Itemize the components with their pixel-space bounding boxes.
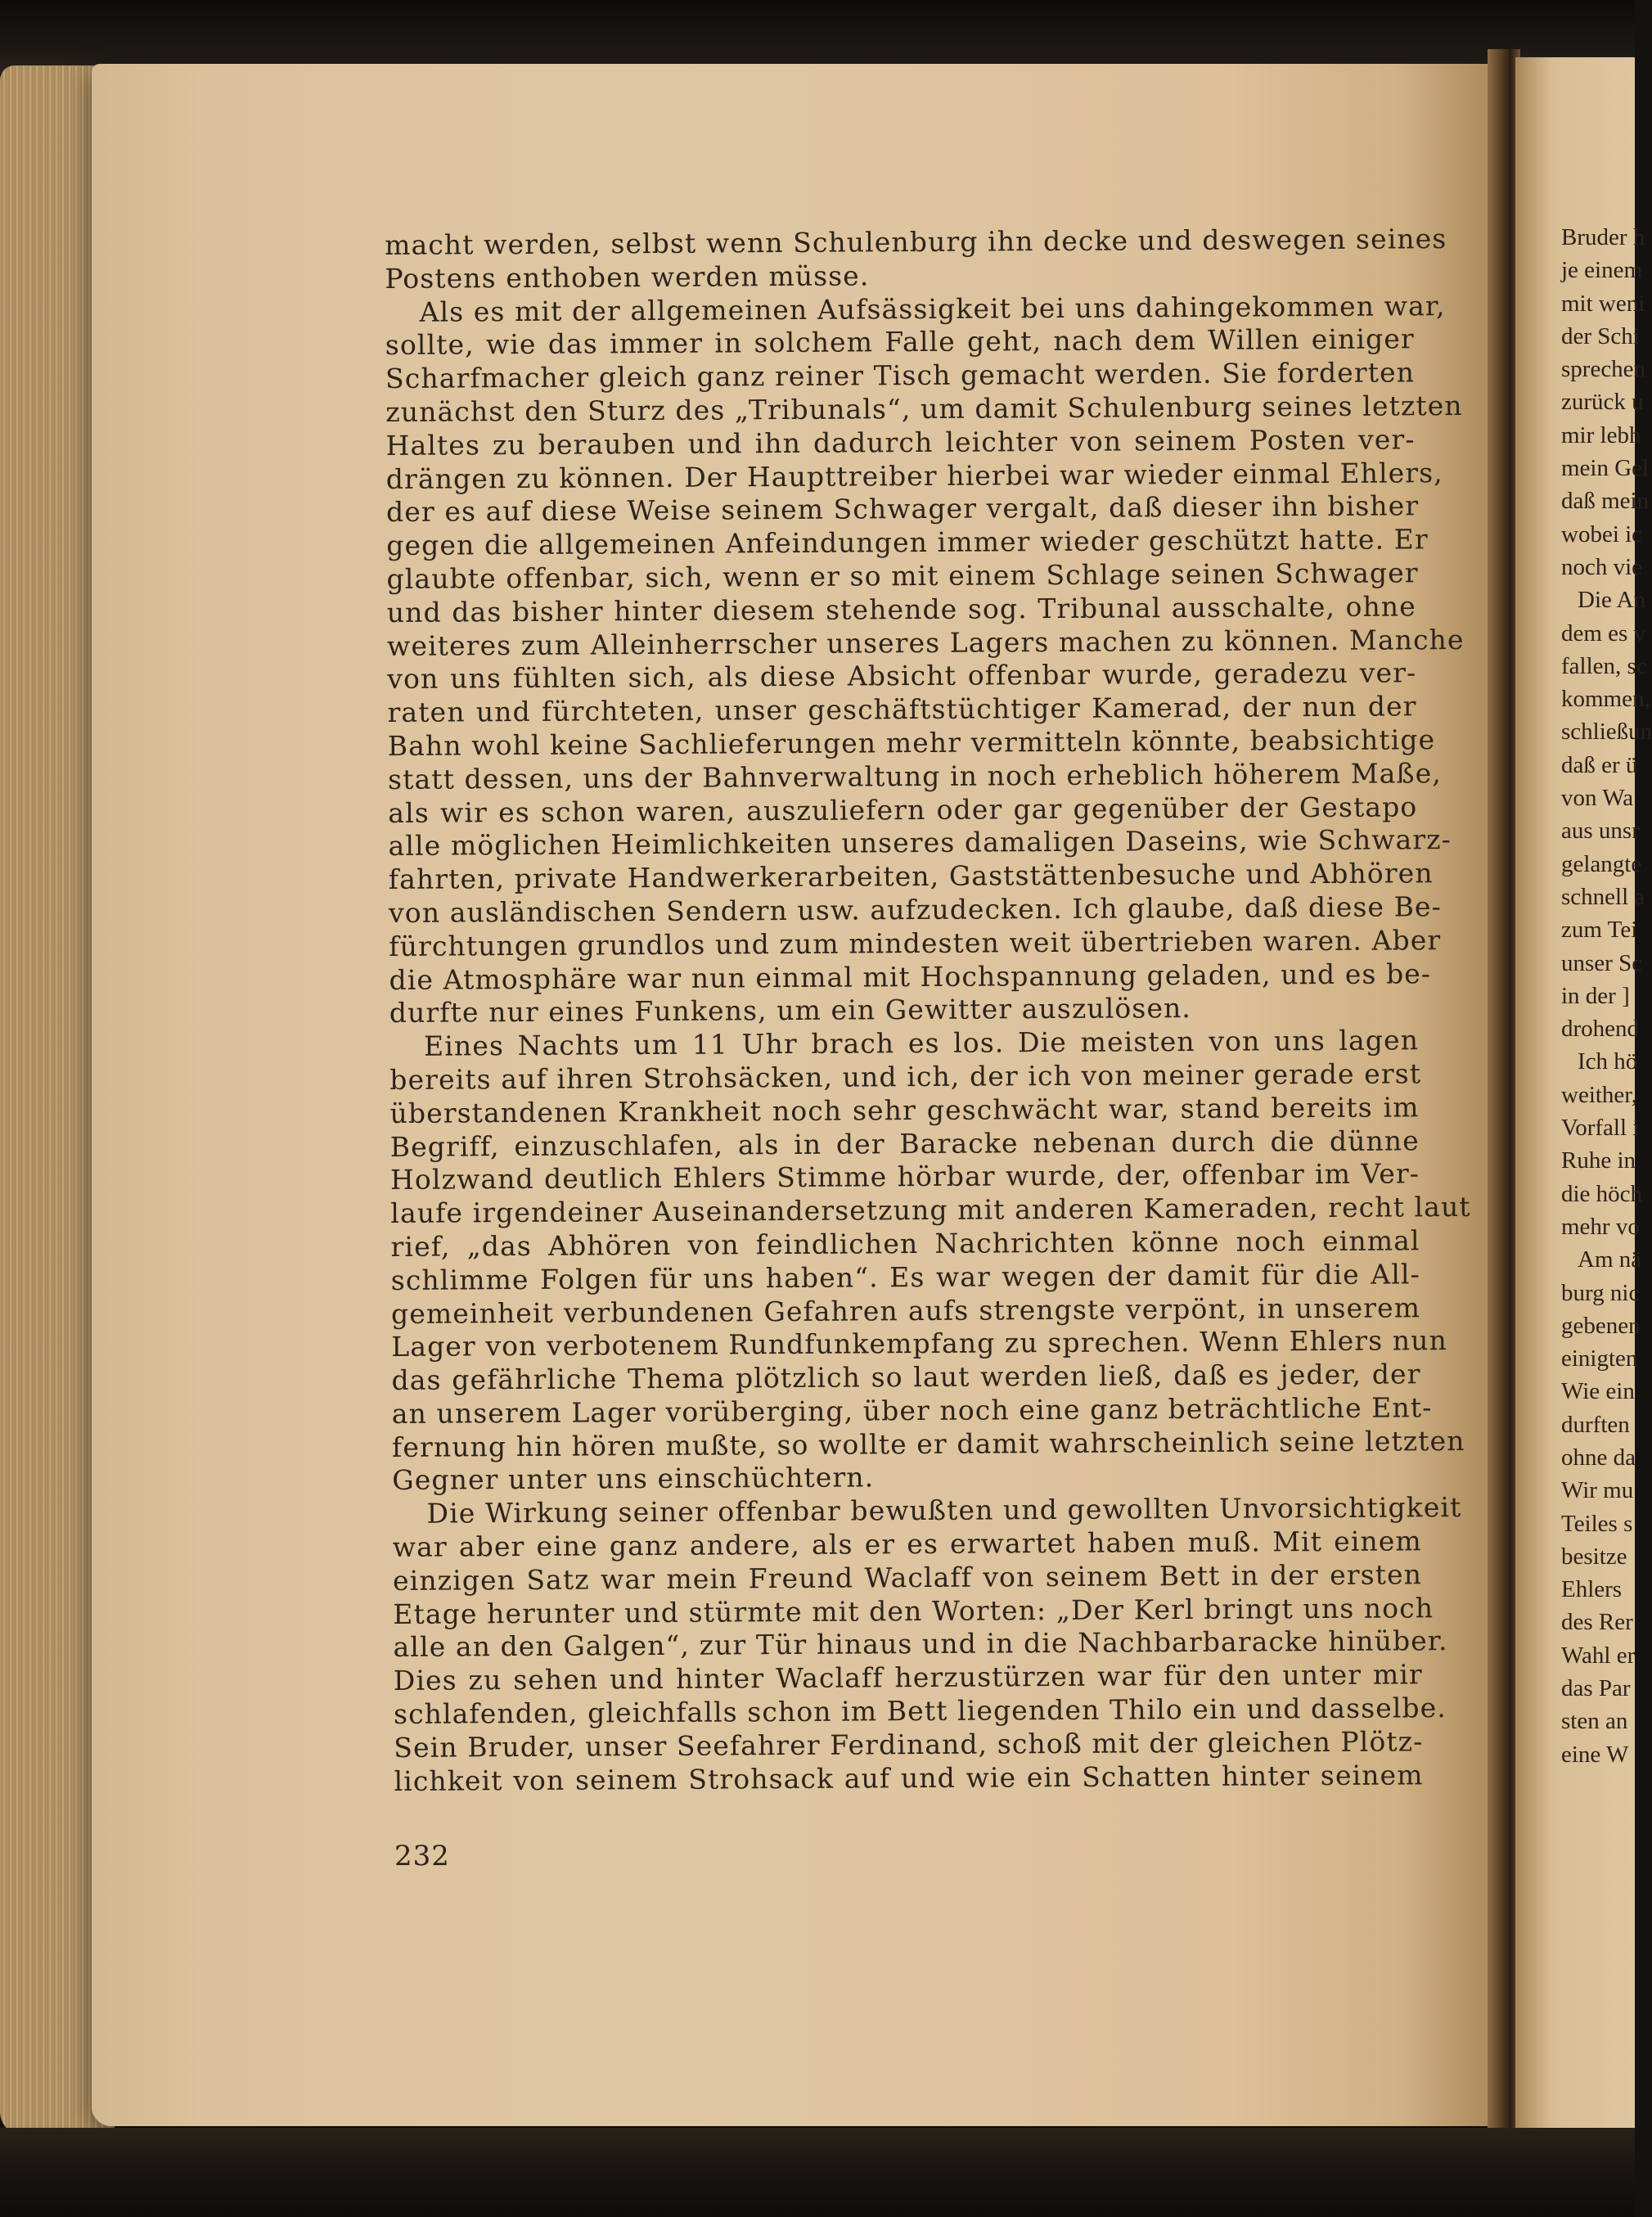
next-page-line: weither, [1561, 1081, 1638, 1108]
text-line: laufe irgendeiner Auseinandersetzung mit anderen Kameraden, recht laut [390, 1191, 1471, 1230]
next-page-line: noch vie [1561, 553, 1643, 580]
text-line: durfte nur eines Funkens, um ein Gewitter auszulösen. [389, 992, 1192, 1030]
next-page-line: ohne da [1561, 1444, 1636, 1471]
next-page-line: sten an [1561, 1708, 1628, 1735]
text-line: gemeinheit verbundenen Gefahren aufs strengste verpönt, in unserem [390, 1291, 1421, 1330]
next-page-line: eine W [1561, 1741, 1629, 1768]
next-page-text [1561, 221, 1652, 1771]
text-line: Haltes zu berauben und ihn dadurch leichter von seinem Posten ver- [385, 423, 1416, 462]
text-line: Die Wirkung seiner offenbar bewußten und gewollten Unvorsichtigkeit [426, 1491, 1462, 1530]
text-line: rief, „das Abhören von feindlichen Nachrichten könne noch einmal [390, 1224, 1420, 1263]
next-page-line: Teiles s [1561, 1510, 1633, 1537]
next-page-line: zurück u [1561, 389, 1644, 416]
next-page-line: Ehlers [1561, 1576, 1623, 1603]
text-line: einzigen Satz war mein Freund Waclaff von seinem Bett in der ersten [392, 1558, 1423, 1597]
next-page-line: Wie ein [1561, 1378, 1635, 1405]
text-line: Lager von verbotenem Rundfunkempfang zu sprechen. Wenn Ehlers nun [391, 1324, 1448, 1363]
next-page-line: das Par [1561, 1675, 1631, 1702]
text-line: überstandenen Krankheit noch sehr geschwächt war, stand bereits im [389, 1091, 1420, 1129]
main-text-body [385, 223, 1471, 1798]
text-line: Sein Bruder, unser Seefahrer Ferdinand, schoß mit der gleichen Plötz- [394, 1725, 1424, 1764]
text-line: Begriff, einzuschlafen, als in der Baracke nebenan durch die dünne [389, 1124, 1420, 1163]
next-page-line: gebenen [1561, 1312, 1641, 1339]
next-page-line: Wir mu [1561, 1477, 1634, 1504]
next-page-line: einigten [1561, 1345, 1638, 1372]
next-page-line: Ruhe in [1561, 1147, 1636, 1174]
next-page-line: schließun [1561, 719, 1652, 746]
text-line: von ausländischen Sendern usw. aufzudecken. Ich glaube, daß diese Be- [388, 890, 1442, 929]
text-line: Als es mit der allgemeinen Aufsässigkeit bei uns dahingekommen war, [419, 289, 1446, 328]
next-page-line: unser Sc [1561, 949, 1643, 976]
next-page-line: besitze [1561, 1543, 1627, 1570]
text-line: gegen die allgemeinen Anfeindungen immer wieder geschützt hatte. Er [386, 523, 1429, 562]
next-page-line: dem es v [1561, 620, 1646, 647]
text-line: Gegner unter uns einschüchtern. [392, 1461, 875, 1497]
text-line: das gefährliche Thema plötzlich so laut werden ließ, daß es jeder, der [391, 1358, 1421, 1397]
text-line: und das bisher hinter diesem stehende sog. Tribunal ausschalte, ohne [386, 590, 1416, 629]
next-page-line: gelangte [1561, 850, 1642, 877]
page-number: 232 [394, 1840, 450, 1872]
text-line: schlafenden, gleichfalls schon im Bett liegenden Thilo ein und dasselbe. [393, 1692, 1447, 1731]
text-line: lichkeit von seinem Strohsack auf und wie ein Schatten hinter seinem [394, 1758, 1424, 1797]
next-page-line: kommen, [1561, 686, 1650, 713]
next-page-line: Ich hö [1578, 1048, 1638, 1075]
text-line: als wir es schon waren, auszuliefern oder gar gegenüber der Gestapo [388, 790, 1418, 829]
scan-background-bottom [0, 2128, 1635, 2217]
text-line: an unserem Lager vorüberging, über noch eine ganz beträchtliche Ent- [391, 1391, 1433, 1430]
next-page-line: Vorfall i [1561, 1115, 1640, 1142]
next-page-line: der Schi [1561, 322, 1640, 349]
next-page-line: Bruder h [1561, 224, 1645, 250]
scan-background-top [0, 0, 1635, 74]
next-page-line: drohend [1561, 1016, 1640, 1043]
next-page-line: sprechen [1561, 356, 1646, 383]
next-page-line: des Rer [1561, 1609, 1633, 1636]
next-page-line: die höch [1561, 1180, 1643, 1207]
next-page-line: daß er ü [1561, 751, 1638, 778]
next-page-line: schnell a [1561, 883, 1645, 910]
next-page-line: mir lebh [1561, 421, 1641, 448]
text-line: sollte, wie das immer in solchem Falle geht, nach dem Willen einiger [385, 322, 1415, 362]
text-line: Dies zu sehen und hinter Waclaff herzustürzen war für den unter mir [393, 1658, 1423, 1697]
text-line: war aber eine ganz andere, als er es erwartet haben muß. Mit einem [392, 1525, 1422, 1564]
next-page-line: durften [1561, 1411, 1630, 1438]
text-line: fernung hin hören mußte, so wollte er damit wahrscheinlich seine letzten [391, 1424, 1465, 1463]
text-line: weiteres zum Alleinherrscher unseres Lagers machen zu können. Manche [386, 623, 1465, 662]
next-page-line: daß mein [1561, 488, 1650, 515]
text-line: macht werden, selbst wenn Schulenburg ihn decke und deswegen seines [385, 223, 1447, 261]
text-line: Scharfmacher gleich ganz reiner Tisch gemacht werden. Sie forderten [385, 356, 1416, 395]
next-page-line: wobei ic [1561, 520, 1643, 547]
text-line: drängen zu können. Der Haupttreiber hierbei war wieder einmal Ehlers, [385, 456, 1443, 495]
text-line: die Atmosphäre war nun einmal mit Hochspannung geladen, und es be- [389, 957, 1432, 996]
next-page-line: in der ] [1561, 982, 1630, 1009]
text-line: glaubte offenbar, sich, wenn er so mit einem Schlage seinen Schwager [386, 557, 1419, 595]
next-page-line: aus unsr [1561, 818, 1640, 845]
text-line: von uns fühlten sich, als diese Absicht offenbar wurde, geradezu ver- [387, 656, 1417, 696]
text-line: zunächst den Sturz des „Tribunals“, um damit Schulenburg seines letzten [385, 389, 1463, 428]
text-line: raten und fürchteten, unser geschäftstüchtiger Kamerad, der nun der [387, 690, 1417, 729]
next-page-line: fallen, sc [1561, 652, 1647, 679]
text-line: schlimme Folgen für uns haben“. Es war wegen der damit für die All- [390, 1257, 1420, 1296]
text-line: alle an den Galgen“, zur Tür hinaus und in die Nachbarbaracke hinüber. [393, 1624, 1448, 1664]
next-page-line: mein Gel [1561, 455, 1650, 482]
text-line: statt dessen, uns der Bahnverwaltung in noch erheblich höherem Maße, [387, 756, 1442, 795]
text-line: alle möglichen Heimlichkeiten unseres damaligen Daseins, wie Schwarz- [388, 823, 1452, 863]
next-page-line: burg nic [1561, 1279, 1640, 1306]
text-line: fahrten, private Handwerkerarbeiten, Gaststättenbesuche und Abhören [388, 857, 1434, 896]
next-page-line: mit weni [1561, 290, 1645, 317]
text-line: Eines Nachts um 11 Uhr brach es los. Die meisten von uns lagen [423, 1024, 1420, 1062]
next-page-line: Wahl er [1561, 1642, 1636, 1669]
text-line: der es auf diese Weise seinem Schwager vergalt, daß dieser ihn bisher [385, 489, 1420, 529]
next-page-line: je einem [1561, 257, 1643, 284]
next-page-line: zum Tei [1561, 917, 1638, 944]
next-page-line: mehr vo [1561, 1213, 1640, 1240]
next-page-line: Am nä [1578, 1246, 1642, 1273]
text-line: fürchtungen grundlos und zum mindesten weit übertrieben waren. Aber [389, 923, 1442, 962]
text-line: Etage herunter und stürmte mit den Worten: „Der Kerl bringt uns noch [393, 1591, 1434, 1630]
next-page-line: Die An [1578, 587, 1645, 614]
text-line: Holzwand deutlich Ehlers Stimme hörbar wurde, der, offenbar im Ver- [389, 1157, 1420, 1196]
text-line: bereits auf ihren Strohsäcken, und ich, der ich von meiner gerade erst [389, 1057, 1422, 1096]
text-line: Postens enthoben werden müsse. [385, 259, 870, 295]
next-page-line: von Wa [1561, 785, 1634, 812]
text-line: Bahn wohl keine Sachlieferungen mehr vermitteln könnte, beabsichtige [387, 723, 1436, 762]
